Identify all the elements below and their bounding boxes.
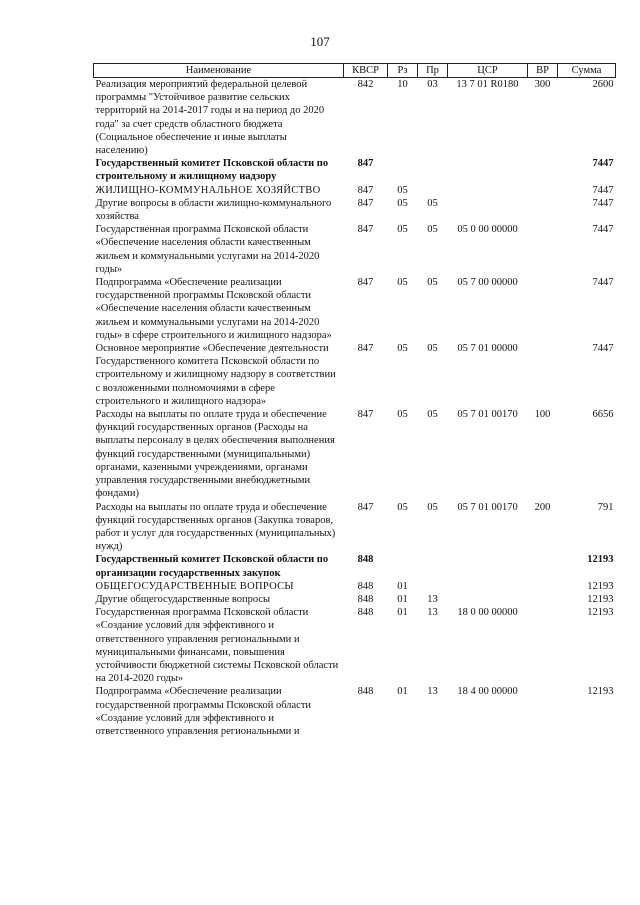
cell-rz: 05 — [397, 501, 408, 513]
cell-csr — [448, 553, 528, 579]
cell-csr — [448, 157, 528, 183]
cell-csr — [448, 593, 528, 606]
cell-vr: 200 — [534, 501, 551, 513]
table-header-row — [94, 64, 616, 78]
table-row — [94, 184, 616, 197]
table-row — [94, 276, 616, 342]
cell-pr: 13 — [427, 607, 438, 619]
cell-csr: 18 4 00 00000 — [457, 686, 518, 698]
cell-vr — [528, 580, 558, 593]
cell-kvsr: 847 — [357, 224, 374, 236]
cell-name: Государственная программа Псковской области «Создание условий для эффективного и ответственного управления региональными и муниципальными финансами, повышения устойчивости бюджетной системы Псковской области на 2014-2020 годы» — [95, 607, 339, 685]
table-row — [94, 685, 616, 738]
cell-sum: 2600 — [592, 79, 614, 90]
cell-vr — [528, 685, 558, 738]
header-sum: Сумма — [558, 64, 616, 78]
cell-sum: 7447 — [592, 343, 614, 355]
cell-kvsr: 847 — [357, 409, 374, 421]
cell-rz: 05 — [397, 184, 408, 196]
cell-vr — [528, 342, 558, 408]
cell-pr — [418, 157, 448, 183]
table-row — [94, 408, 616, 500]
table-row — [94, 553, 616, 579]
table-row — [94, 78, 616, 158]
cell-kvsr: 847 — [357, 197, 374, 209]
cell-kvsr: 848 — [357, 580, 374, 592]
cell-csr: 05 7 01 00170 — [457, 409, 518, 421]
cell-kvsr: 847 — [357, 184, 374, 196]
cell-sum: 12193 — [587, 593, 614, 605]
cell-name: Подпрограмма «Обеспечение реализации государственной программы Псковской области «Создание условий для эффективного и ответственного управления региональными и — [95, 686, 312, 737]
cell-vr — [528, 593, 558, 606]
cell-rz: 05 — [397, 409, 408, 421]
cell-rz: 05 — [397, 224, 408, 236]
table-row — [94, 580, 616, 593]
cell-pr: 13 — [427, 686, 438, 698]
cell-pr: 05 — [427, 224, 438, 236]
cell-vr — [528, 553, 558, 579]
cell-name: ЖИЛИЩНО-КОММУНАЛЬНОЕ ХОЗЯЙСТВО — [95, 184, 321, 196]
cell-kvsr: 842 — [357, 79, 374, 90]
cell-vr — [528, 276, 558, 342]
cell-csr: 18 0 00 00000 — [457, 607, 518, 619]
cell-csr: 05 7 01 00170 — [457, 501, 518, 513]
cell-pr — [418, 580, 448, 593]
cell-sum: 7447 — [592, 197, 614, 209]
cell-csr — [448, 197, 528, 223]
cell-pr — [418, 553, 448, 579]
cell-csr: 05 0 00 00000 — [457, 224, 518, 236]
cell-sum: 6656 — [592, 409, 614, 421]
cell-vr — [528, 157, 558, 183]
cell-rz: 05 — [397, 343, 408, 355]
cell-pr: 05 — [427, 343, 438, 355]
cell-csr — [448, 580, 528, 593]
cell-sum: 7447 — [592, 184, 614, 196]
header-kvsr: КВСР — [344, 64, 388, 78]
cell-name: Основное мероприятие «Обеспечение деятельности Государственного комитета Псковской области по строительному и жилищному надзору в соответствии с возложенными полномочиями в сфере строительного и жилищного надзора» — [95, 343, 336, 407]
cell-vr — [528, 606, 558, 685]
header-csr: ЦСР — [448, 64, 528, 78]
cell-rz: 10 — [397, 79, 408, 90]
cell-sum: 12193 — [587, 607, 614, 619]
cell-vr: 300 — [534, 79, 551, 90]
cell-name: Другие вопросы в области жилищно-коммунального хозяйства — [95, 197, 332, 223]
cell-sum: 12193 — [587, 554, 614, 566]
cell-csr: 05 7 00 00000 — [457, 277, 518, 289]
cell-csr: 05 7 01 00000 — [457, 343, 518, 355]
cell-name: Расходы на выплаты по оплате труда и обеспечение функций государственных органов (Расходы на выплаты персоналу в целях обеспечения выполнения функций государственными (муниципальными) органами, казенными учреждениями, органами управления государственными внебюджетными фондами) — [95, 409, 335, 500]
cell-vr — [528, 197, 558, 223]
budget-table — [93, 63, 616, 738]
cell-sum: 12193 — [587, 580, 614, 592]
cell-kvsr: 847 — [357, 277, 374, 289]
cell-kvsr: 847 — [357, 501, 374, 513]
cell-name: ОБЩЕГОСУДАРСТВЕННЫЕ ВОПРОСЫ — [95, 580, 294, 592]
cell-csr — [448, 184, 528, 197]
cell-kvsr: 848 — [357, 607, 374, 619]
cell-name: Подпрограмма «Обеспечение реализации государственной программы Псковской области «Обеспечение населения области качественным жильем и коммунальными услугами на 2014-2020 годы» в сфере строительного и жилищного надзора» — [95, 277, 332, 341]
cell-sum: 12193 — [587, 686, 614, 698]
cell-pr: 05 — [427, 277, 438, 289]
cell-rz: 05 — [397, 197, 408, 209]
cell-rz: 05 — [397, 277, 408, 289]
cell-rz: 01 — [397, 593, 408, 605]
page-number: 107 — [310, 34, 330, 49]
cell-kvsr: 848 — [357, 593, 374, 605]
cell-name: Государственный комитет Псковской области по организации государственных закупок — [95, 554, 329, 579]
cell-kvsr: 847 — [357, 158, 374, 170]
cell-name: Государственный комитет Псковской области по строительному и жилищному надзору — [95, 158, 329, 183]
table-row — [94, 157, 616, 183]
cell-kvsr: 847 — [357, 343, 374, 355]
cell-pr: 13 — [427, 593, 438, 605]
table-body — [94, 78, 616, 739]
cell-sum: 7447 — [592, 277, 614, 289]
cell-pr: 05 — [427, 501, 438, 513]
cell-sum: 7447 — [592, 224, 614, 236]
cell-vr: 100 — [534, 409, 551, 421]
header-pr: Пр — [418, 64, 448, 78]
cell-vr — [528, 223, 558, 276]
cell-name: Расходы на выплаты по оплате труда и обеспечение функций государственных органов (Закупка товаров, работ и услуг для государственных (муниципальных) нужд) — [95, 501, 336, 553]
table-row — [94, 223, 616, 276]
cell-rz: 01 — [397, 607, 408, 619]
cell-name: Реализация мероприятий федеральной целевой программы "Устойчивое развитие сельских территорий на 2014-2017 годы и на период до 2020 года" за счет средств областного бюджета (Социальное обеспечение и иные выплаты населению) — [95, 79, 325, 157]
cell-pr: 05 — [427, 197, 438, 209]
cell-pr — [418, 184, 448, 197]
cell-rz: 01 — [397, 580, 408, 592]
header-rz: Рз — [388, 64, 418, 78]
cell-name: Другие общегосударственные вопросы — [95, 593, 271, 605]
cell-rz: 01 — [397, 686, 408, 698]
table-row — [94, 501, 616, 554]
table-row — [94, 606, 616, 685]
cell-rz — [388, 553, 418, 579]
cell-kvsr: 848 — [357, 554, 374, 566]
cell-name: Государственная программа Псковской области «Обеспечение населения области качественным жильем и коммунальными услугами на 2014-2020 годы» — [95, 224, 320, 275]
table-row — [94, 197, 616, 223]
cell-sum: 791 — [597, 501, 614, 513]
cell-pr: 03 — [427, 79, 438, 90]
header-name: Наименование — [94, 64, 344, 78]
table-row — [94, 342, 616, 408]
cell-sum: 7447 — [592, 158, 614, 170]
cell-vr — [528, 184, 558, 197]
cell-kvsr: 848 — [357, 686, 374, 698]
cell-csr: 13 7 01 R0180 — [456, 79, 519, 90]
header-vr: ВР — [528, 64, 558, 78]
cell-pr: 05 — [427, 409, 438, 421]
cell-rz — [388, 157, 418, 183]
table-row — [94, 593, 616, 606]
